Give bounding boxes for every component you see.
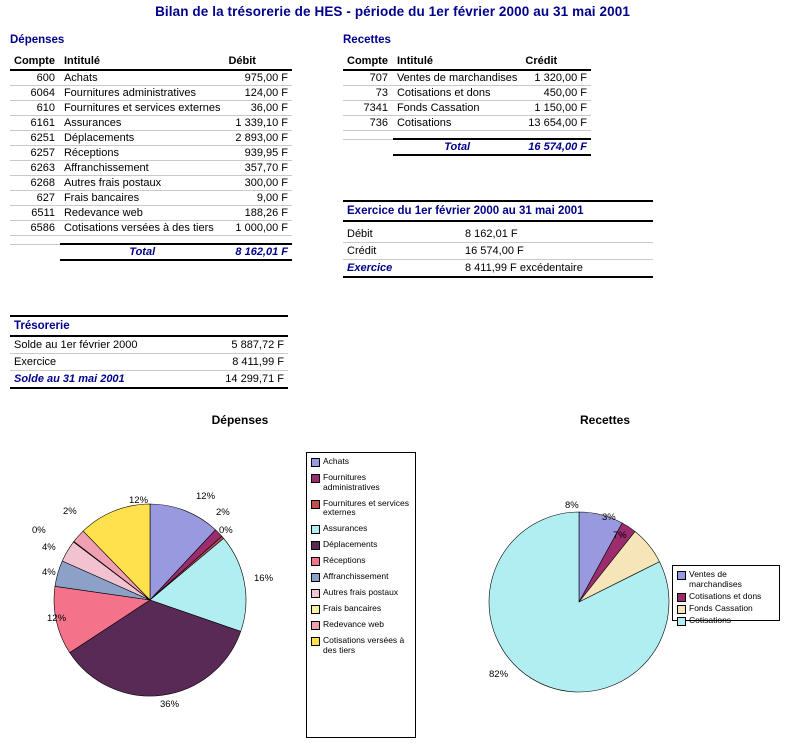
table-row	[10, 116, 292, 131]
pct-label: 16%	[254, 573, 274, 584]
row-value: 8 411,99 F	[213, 354, 288, 371]
legend-swatch	[311, 525, 320, 534]
tresorerie-section	[10, 315, 288, 389]
cell-intitule: Fournitures et services externes	[60, 101, 225, 116]
depenses-chart-title: Dépenses	[211, 413, 269, 427]
legend-item	[311, 457, 411, 467]
table-row	[10, 337, 288, 354]
table-row	[343, 226, 653, 243]
table-row	[10, 191, 292, 206]
table-header-row	[10, 54, 292, 70]
legend-label: Frais bancaires	[323, 603, 382, 614]
total-spacer	[10, 244, 60, 260]
pct-label: 4%	[42, 567, 56, 578]
cell-debit: 300,00 F	[224, 176, 292, 191]
pct-label: 12%	[129, 495, 149, 506]
legend-swatch	[677, 571, 686, 580]
cell-compte: 600	[10, 70, 60, 86]
legend-label: Cotisations	[689, 614, 732, 625]
table-row	[343, 116, 591, 131]
cell-compte: 736	[343, 116, 393, 131]
legend-swatch	[311, 637, 320, 646]
row-label: Solde au 1er février 2000	[10, 337, 213, 354]
legend-label: Assurances	[323, 523, 368, 534]
row-label: Débit	[343, 226, 461, 243]
cell-debit: 975,00 F	[224, 70, 292, 86]
legend-label: Déplacements	[323, 539, 378, 550]
pct-label: 4%	[42, 542, 56, 553]
table-row	[343, 101, 591, 116]
table-row	[10, 101, 292, 116]
cell-debit: 124,00 F	[224, 86, 292, 101]
cell-intitule: Fonds Cassation	[393, 101, 521, 116]
legend-swatch	[677, 593, 686, 602]
cell-debit: 2 893,00 F	[224, 131, 292, 146]
cell-intitule: Cotisations et dons	[393, 86, 521, 101]
cell-intitule: Autres frais postaux	[60, 176, 225, 191]
cell-debit: 939,95 F	[224, 146, 292, 161]
spacer-row	[10, 236, 292, 245]
row-value: 8 162,01 F	[461, 226, 653, 243]
legend-swatch	[311, 500, 320, 509]
pct-label: 3%	[602, 512, 616, 523]
legend-swatch	[311, 573, 320, 582]
page-title: Bilan de la trésorerie de HES - période du 1er février 2000 au 31 mai 2001	[155, 4, 630, 19]
cell-debit: 36,00 F	[224, 101, 292, 116]
legend-swatch	[311, 605, 320, 614]
table-row	[10, 161, 292, 176]
cell-compte: 6257	[10, 146, 60, 161]
cell-compte: 707	[343, 70, 393, 86]
recettes-pie-svg	[485, 508, 673, 696]
cell-compte: 627	[10, 191, 60, 206]
cell-intitule: Cotisations	[393, 116, 521, 131]
total-label: Total	[60, 244, 225, 260]
legend-item	[677, 592, 775, 602]
legend-item	[677, 570, 775, 590]
row-value: 5 887,72 F	[213, 337, 288, 354]
cell-credit: 1 150,00 F	[521, 101, 591, 116]
pct-label: 7%	[613, 530, 627, 541]
depenses-heading: Dépenses	[10, 34, 65, 46]
cell-credit: 13 654,00 F	[521, 116, 591, 131]
row-label: Exercice	[10, 354, 213, 371]
exercice-heading: Exercice du 1er février 2000 au 31 mai 2001	[343, 200, 653, 222]
legend-label: Fournitures administratives	[323, 472, 380, 492]
cell-intitule: Frais bancaires	[60, 191, 225, 206]
tresorerie-heading: Trésorerie	[10, 315, 288, 337]
total-value: 8 162,01 F	[224, 244, 292, 260]
legend-item	[311, 556, 411, 566]
legend-label: Fournitures et services externes	[323, 497, 409, 518]
legend-label: Ventes de marchandises	[689, 569, 742, 589]
cell-credit: 1 320,00 F	[521, 70, 591, 86]
cell-compte: 6586	[10, 221, 60, 236]
legend-item	[311, 499, 411, 519]
cell-intitule: Réceptions	[60, 146, 225, 161]
cell-intitule: Fournitures administratives	[60, 86, 225, 101]
exercice-section	[343, 200, 653, 278]
pct-label: 2%	[63, 506, 77, 517]
result-label: Solde au 31 mai 2001	[10, 371, 213, 389]
cell-intitule: Cotisations versées à des tiers	[60, 221, 225, 236]
legend-label: Achats	[323, 456, 349, 466]
cell-credit: 450,00 F	[521, 86, 591, 101]
recettes-pie-chart	[485, 508, 673, 696]
result-row	[343, 260, 653, 278]
recettes-heading: Recettes	[343, 34, 391, 46]
table-row	[10, 176, 292, 191]
cell-intitule: Affranchissement	[60, 161, 225, 176]
result-value: 8 411,99 F excédentaire	[461, 260, 653, 278]
legend-swatch	[311, 474, 320, 483]
cell-compte: 6251	[10, 131, 60, 146]
recettes-chart-title: Recettes	[579, 413, 631, 427]
pct-label: 8%	[565, 500, 579, 511]
depenses-legend	[306, 452, 416, 738]
cell-debit: 188,26 F	[224, 206, 292, 221]
cell-intitule: Assurances	[60, 116, 225, 131]
legend-item	[677, 616, 775, 626]
col-credit: Crédit	[521, 54, 591, 70]
table-row	[343, 70, 591, 86]
cell-compte: 73	[343, 86, 393, 101]
legend-label: Redevance web	[323, 619, 384, 630]
legend-swatch	[311, 541, 320, 550]
spacer-row	[343, 131, 591, 140]
col-intitule: Intitulé	[393, 54, 521, 70]
total-row	[10, 244, 292, 260]
legend-item	[311, 572, 411, 582]
cell-debit: 9,00 F	[224, 191, 292, 206]
cell-compte: 7341	[343, 101, 393, 116]
cell-intitule: Ventes de marchandises	[393, 70, 521, 86]
legend-item	[311, 524, 411, 534]
cell-compte: 6268	[10, 176, 60, 191]
legend-swatch	[677, 617, 686, 626]
table-row	[10, 221, 292, 236]
legend-item	[311, 604, 411, 614]
legend-label: Fonds Cassation	[689, 602, 753, 613]
total-spacer	[343, 139, 393, 155]
recettes-legend	[672, 565, 780, 625]
total-row	[343, 139, 591, 155]
legend-item	[311, 540, 411, 550]
legend-label: Autres frais postaux	[323, 587, 399, 598]
pct-label: 0%	[219, 525, 233, 536]
legend-swatch	[311, 458, 320, 467]
row-value: 16 574,00 F	[461, 243, 653, 260]
table-row	[10, 146, 292, 161]
result-label: Exercice	[343, 260, 461, 278]
col-debit: Débit	[224, 54, 292, 70]
result-row	[10, 371, 288, 389]
table-row	[10, 354, 288, 371]
cell-debit: 1 339,10 F	[224, 116, 292, 131]
table-row	[343, 243, 653, 260]
tresorerie-table	[10, 337, 288, 389]
table-header-row	[343, 54, 591, 70]
legend-swatch	[311, 589, 320, 598]
legend-label: Cotisations et dons	[689, 590, 762, 601]
row-label: Crédit	[343, 243, 461, 260]
legend-item	[311, 620, 411, 630]
cell-compte: 6161	[10, 116, 60, 131]
legend-item	[311, 636, 411, 656]
col-compte: Compte	[343, 54, 393, 70]
pct-label: 12%	[196, 491, 216, 502]
cell-intitule: Achats	[60, 70, 225, 86]
cell-compte: 6263	[10, 161, 60, 176]
cell-debit: 1 000,00 F	[224, 221, 292, 236]
recettes-section	[343, 34, 591, 156]
cell-compte: 6064	[10, 86, 60, 101]
col-intitule: Intitulé	[60, 54, 225, 70]
legend-swatch	[677, 605, 686, 614]
table-row	[10, 131, 292, 146]
total-label: Total	[393, 139, 521, 155]
legend-swatch	[311, 621, 320, 630]
pct-label: 82%	[489, 669, 509, 680]
table-row	[343, 86, 591, 101]
cell-intitule: Déplacements	[60, 131, 225, 146]
legend-item	[677, 604, 775, 614]
cell-compte: 610	[10, 101, 60, 116]
exercice-table	[343, 222, 653, 278]
legend-label: Réceptions	[323, 555, 366, 566]
legend-item	[311, 588, 411, 598]
depenses-table	[10, 54, 292, 261]
legend-item	[311, 473, 411, 493]
pct-label: 36%	[160, 699, 180, 710]
pct-label: 12%	[47, 613, 67, 624]
cell-compte: 6511	[10, 206, 60, 221]
depenses-section	[10, 34, 292, 261]
table-row	[10, 70, 292, 86]
legend-label: Cotisations versées à des tiers	[323, 635, 405, 655]
recettes-table	[343, 54, 591, 156]
cell-debit: 357,70 F	[224, 161, 292, 176]
pct-label: 2%	[216, 507, 230, 518]
legend-swatch	[311, 557, 320, 566]
total-value: 16 574,00 F	[521, 139, 591, 155]
cell-intitule: Redevance web	[60, 206, 225, 221]
result-value: 14 299,71 F	[213, 371, 288, 389]
table-row	[10, 206, 292, 221]
col-compte: Compte	[10, 54, 60, 70]
table-row	[10, 86, 292, 101]
legend-label: Affranchissement	[323, 571, 389, 582]
pct-label: 0%	[32, 525, 46, 536]
